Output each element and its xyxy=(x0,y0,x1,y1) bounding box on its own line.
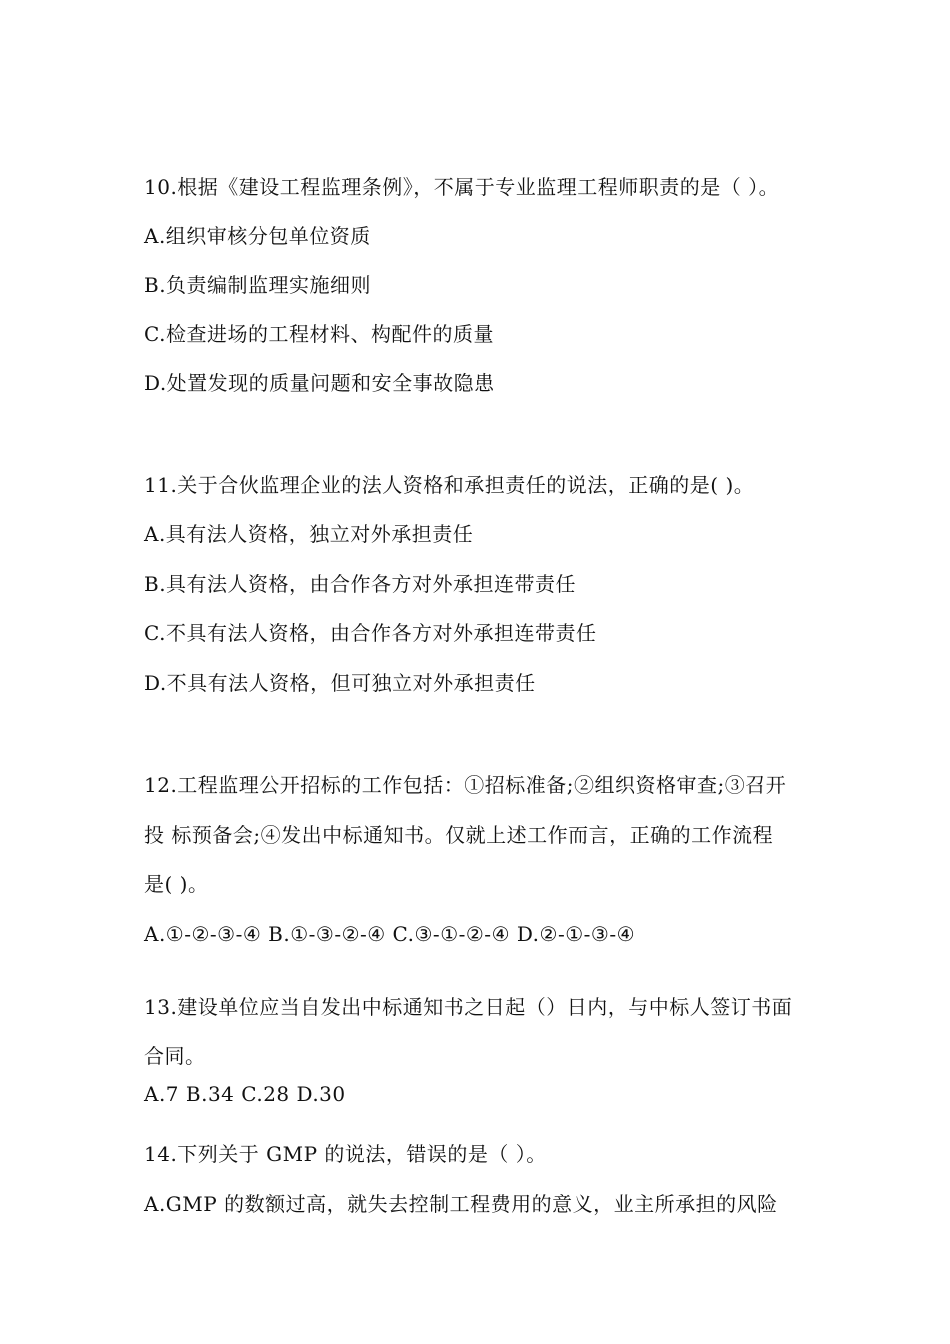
question-12-stem-line-3: 是( )。 xyxy=(144,872,209,896)
question-12-options: A.①-②-③-④ B.①-③-②-④ C.③-①-②-④ D.②-①-③-④ xyxy=(144,922,636,946)
question-14-stem: 14.下列关于 GMP 的说法，错误的是（ ）。 xyxy=(144,1142,547,1166)
question-10-option-d: D.处置发现的质量问题和安全事故隐患 xyxy=(144,371,495,395)
question-11-option-a: A.具有法人资格，独立对外承担责任 xyxy=(144,522,474,546)
question-11-option-c: C.不具有法人资格，由合作各方对外承担连带责任 xyxy=(144,621,597,645)
question-13-stem-line-2: 合同。 xyxy=(144,1044,206,1068)
question-11-stem: 11.关于合伙监理企业的法人资格和承担责任的说法，正确的是( )。 xyxy=(144,473,755,497)
question-13-options: A.7 B.34 C.28 D.30 xyxy=(144,1082,346,1106)
question-10-option-c: C.检查进场的工程材料、构配件的质量 xyxy=(144,322,494,346)
question-10-stem: 10.根据《建设工程监理条例》，不属于专业监理工程师职责的是（ ）。 xyxy=(144,175,780,199)
question-10-option-a: A.组织审核分包单位资质 xyxy=(144,224,371,248)
question-13-stem-line-1: 13.建设单位应当自发出中标通知书之日起（）日内，与中标人签订书面 xyxy=(144,995,793,1019)
question-11-option-b: B.具有法人资格，由合作各方对外承担连带责任 xyxy=(144,572,577,596)
question-11-option-d: D.不具有法人资格，但可独立对外承担责任 xyxy=(144,671,536,695)
question-10-option-b: B.负责编制监理实施细则 xyxy=(144,273,372,297)
question-12-stem-line-2: 投 标预备会;④发出中标通知书。仅就上述工作而言，正确的工作流程 xyxy=(144,823,774,847)
question-14-option-a: A.GMP 的数额过高，就失去控制工程费用的意义，业主所承担的风险 xyxy=(144,1192,778,1216)
question-12-stem-line-1: 12.工程监理公开招标的工作包括：①招标准备;②组织资格审查;③召开 xyxy=(144,773,787,797)
